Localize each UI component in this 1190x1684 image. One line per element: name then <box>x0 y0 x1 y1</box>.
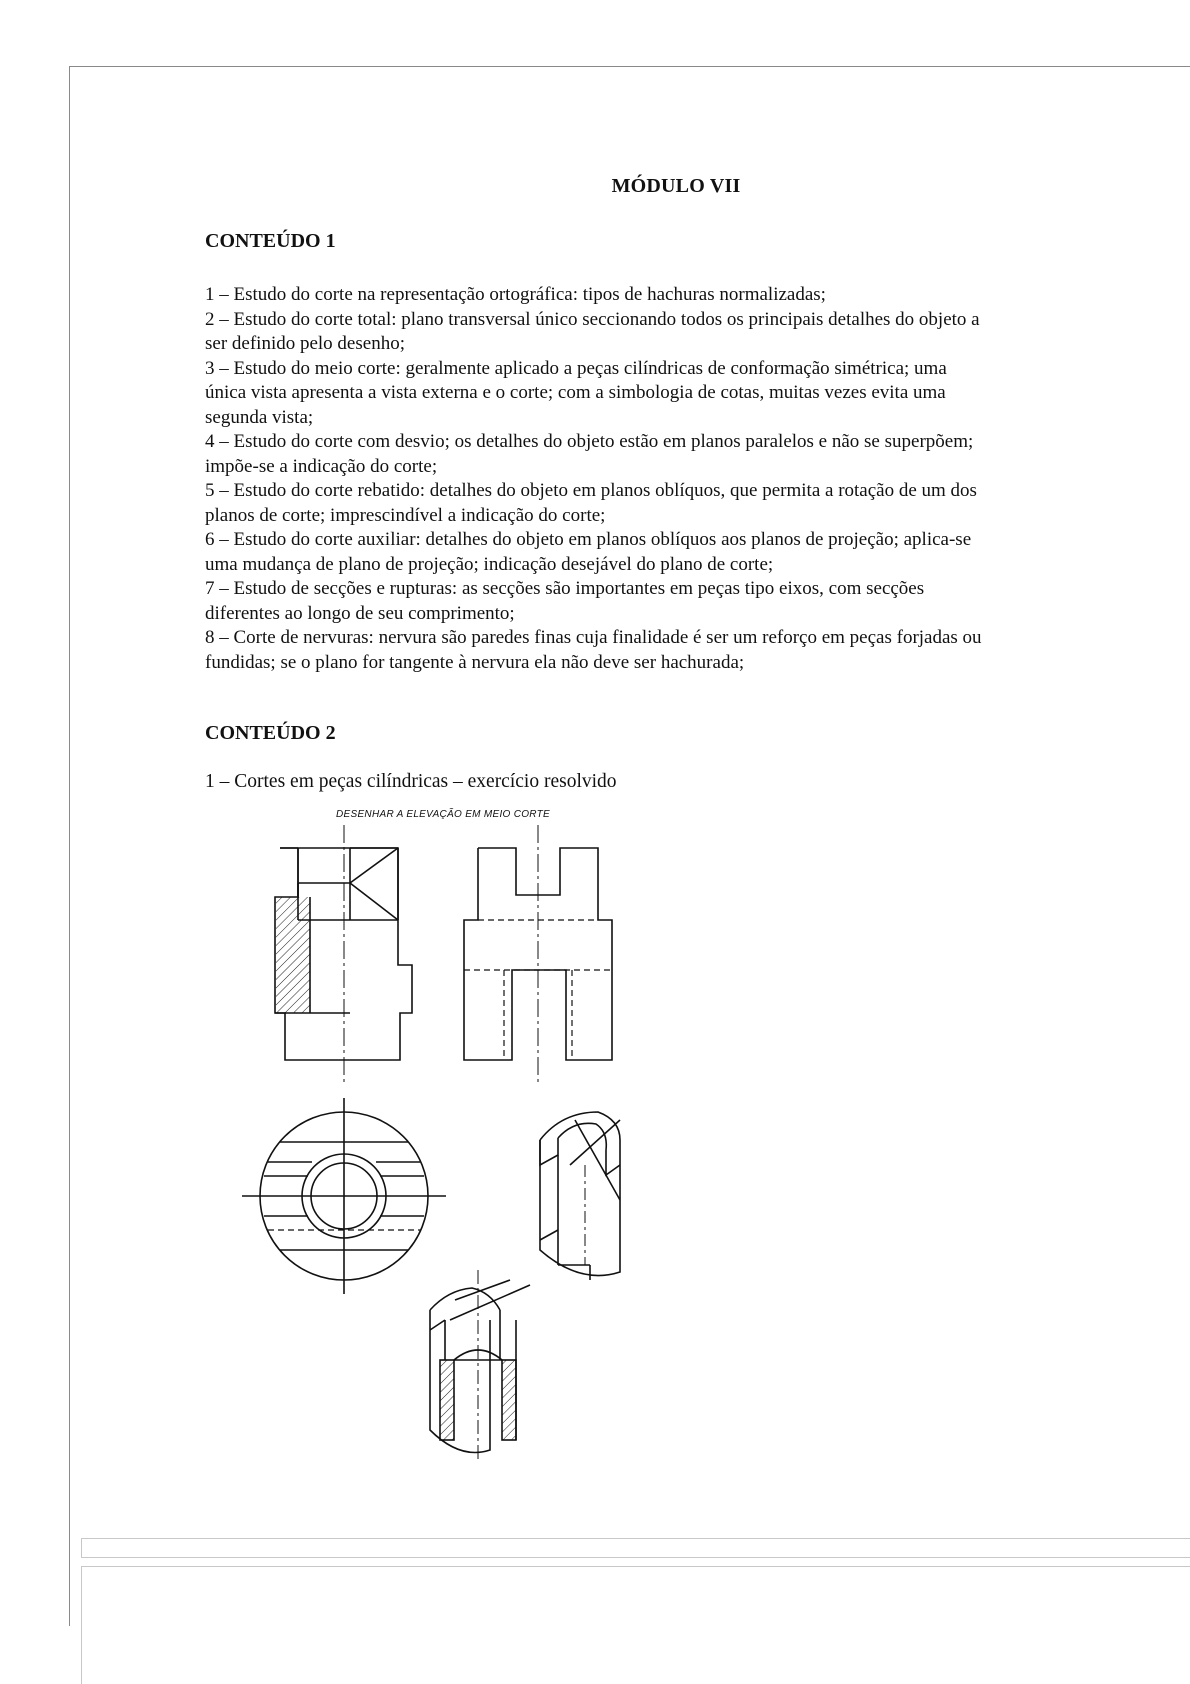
content-line: 3 – Estudo do meio corte: geralmente aplicado a peças cilíndricas de conformação simétrica; uma <box>205 357 947 379</box>
section-2-heading: CONTEÚDO 2 <box>205 722 336 744</box>
content-line: 2 – Estudo do corte total: plano transversal único seccionando todos os principais detalhes do objeto a <box>205 308 980 330</box>
top-view <box>242 1098 446 1294</box>
content-line: diferentes ao longo de seu comprimento; <box>205 602 515 624</box>
section-1-heading: CONTEÚDO 1 <box>205 230 336 252</box>
drawing-caption: DESENHAR A ELEVAÇÃO EM MEIO CORTE <box>336 809 551 820</box>
section-1-content <box>205 283 1140 675</box>
content-line: fundidas; se o plano for tangente à nervura ela não deve ser hachurada; <box>205 651 745 673</box>
content-line: 4 – Estudo do corte com desvio; os detalhes do objeto estão em planos paralelos e não se superpõem; <box>205 431 974 452</box>
technical-drawing <box>240 820 680 1470</box>
content-line: 8 – Corte de nervuras: nervura são paredes finas cuja finalidade é ser um reforço em peças forjadas ou <box>205 627 982 648</box>
side-view <box>464 825 612 1085</box>
content-line: uma mudança de plano de projeção; indicação desejável do plano de corte; <box>205 553 774 575</box>
footer-bar <box>81 1538 1190 1558</box>
content-line: planos de corte; imprescindível a indicação do corte; <box>205 504 606 526</box>
half-section-view <box>275 825 412 1085</box>
exercise-item: 1 – Cortes em peças cilíndricas – exercício resolvido <box>205 771 617 792</box>
content-line: ser definido pelo desenho; <box>205 333 405 354</box>
content-line: 5 – Estudo do corte rebatido: detalhes do objeto em planos oblíquos, que permita a rotação de um dos <box>205 480 977 501</box>
document-title: MÓDULO VII <box>611 175 741 197</box>
content-line: 7 – Estudo de secções e rupturas: as secções são importantes em peças tipo eixos, com secções <box>205 578 925 599</box>
content-line: 6 – Estudo do corte auxiliar: detalhes do objeto em planos oblíquos aos planos de projeção; aplica-se <box>205 529 972 550</box>
content-line: 1 – Estudo do corte na representação ortográfica: tipos de hachuras normalizadas; <box>205 284 826 305</box>
content-line: impõe-se a indicação do corte; <box>205 455 438 477</box>
content-line: segunda vista; <box>205 406 314 428</box>
footer-box <box>81 1566 1190 1684</box>
isometric-view <box>540 1112 620 1280</box>
isometric-section-view <box>430 1270 530 1460</box>
content-line: única vista apresenta a vista externa e o corte; com a simbologia de cotas, muitas vezes evita uma <box>205 382 946 403</box>
